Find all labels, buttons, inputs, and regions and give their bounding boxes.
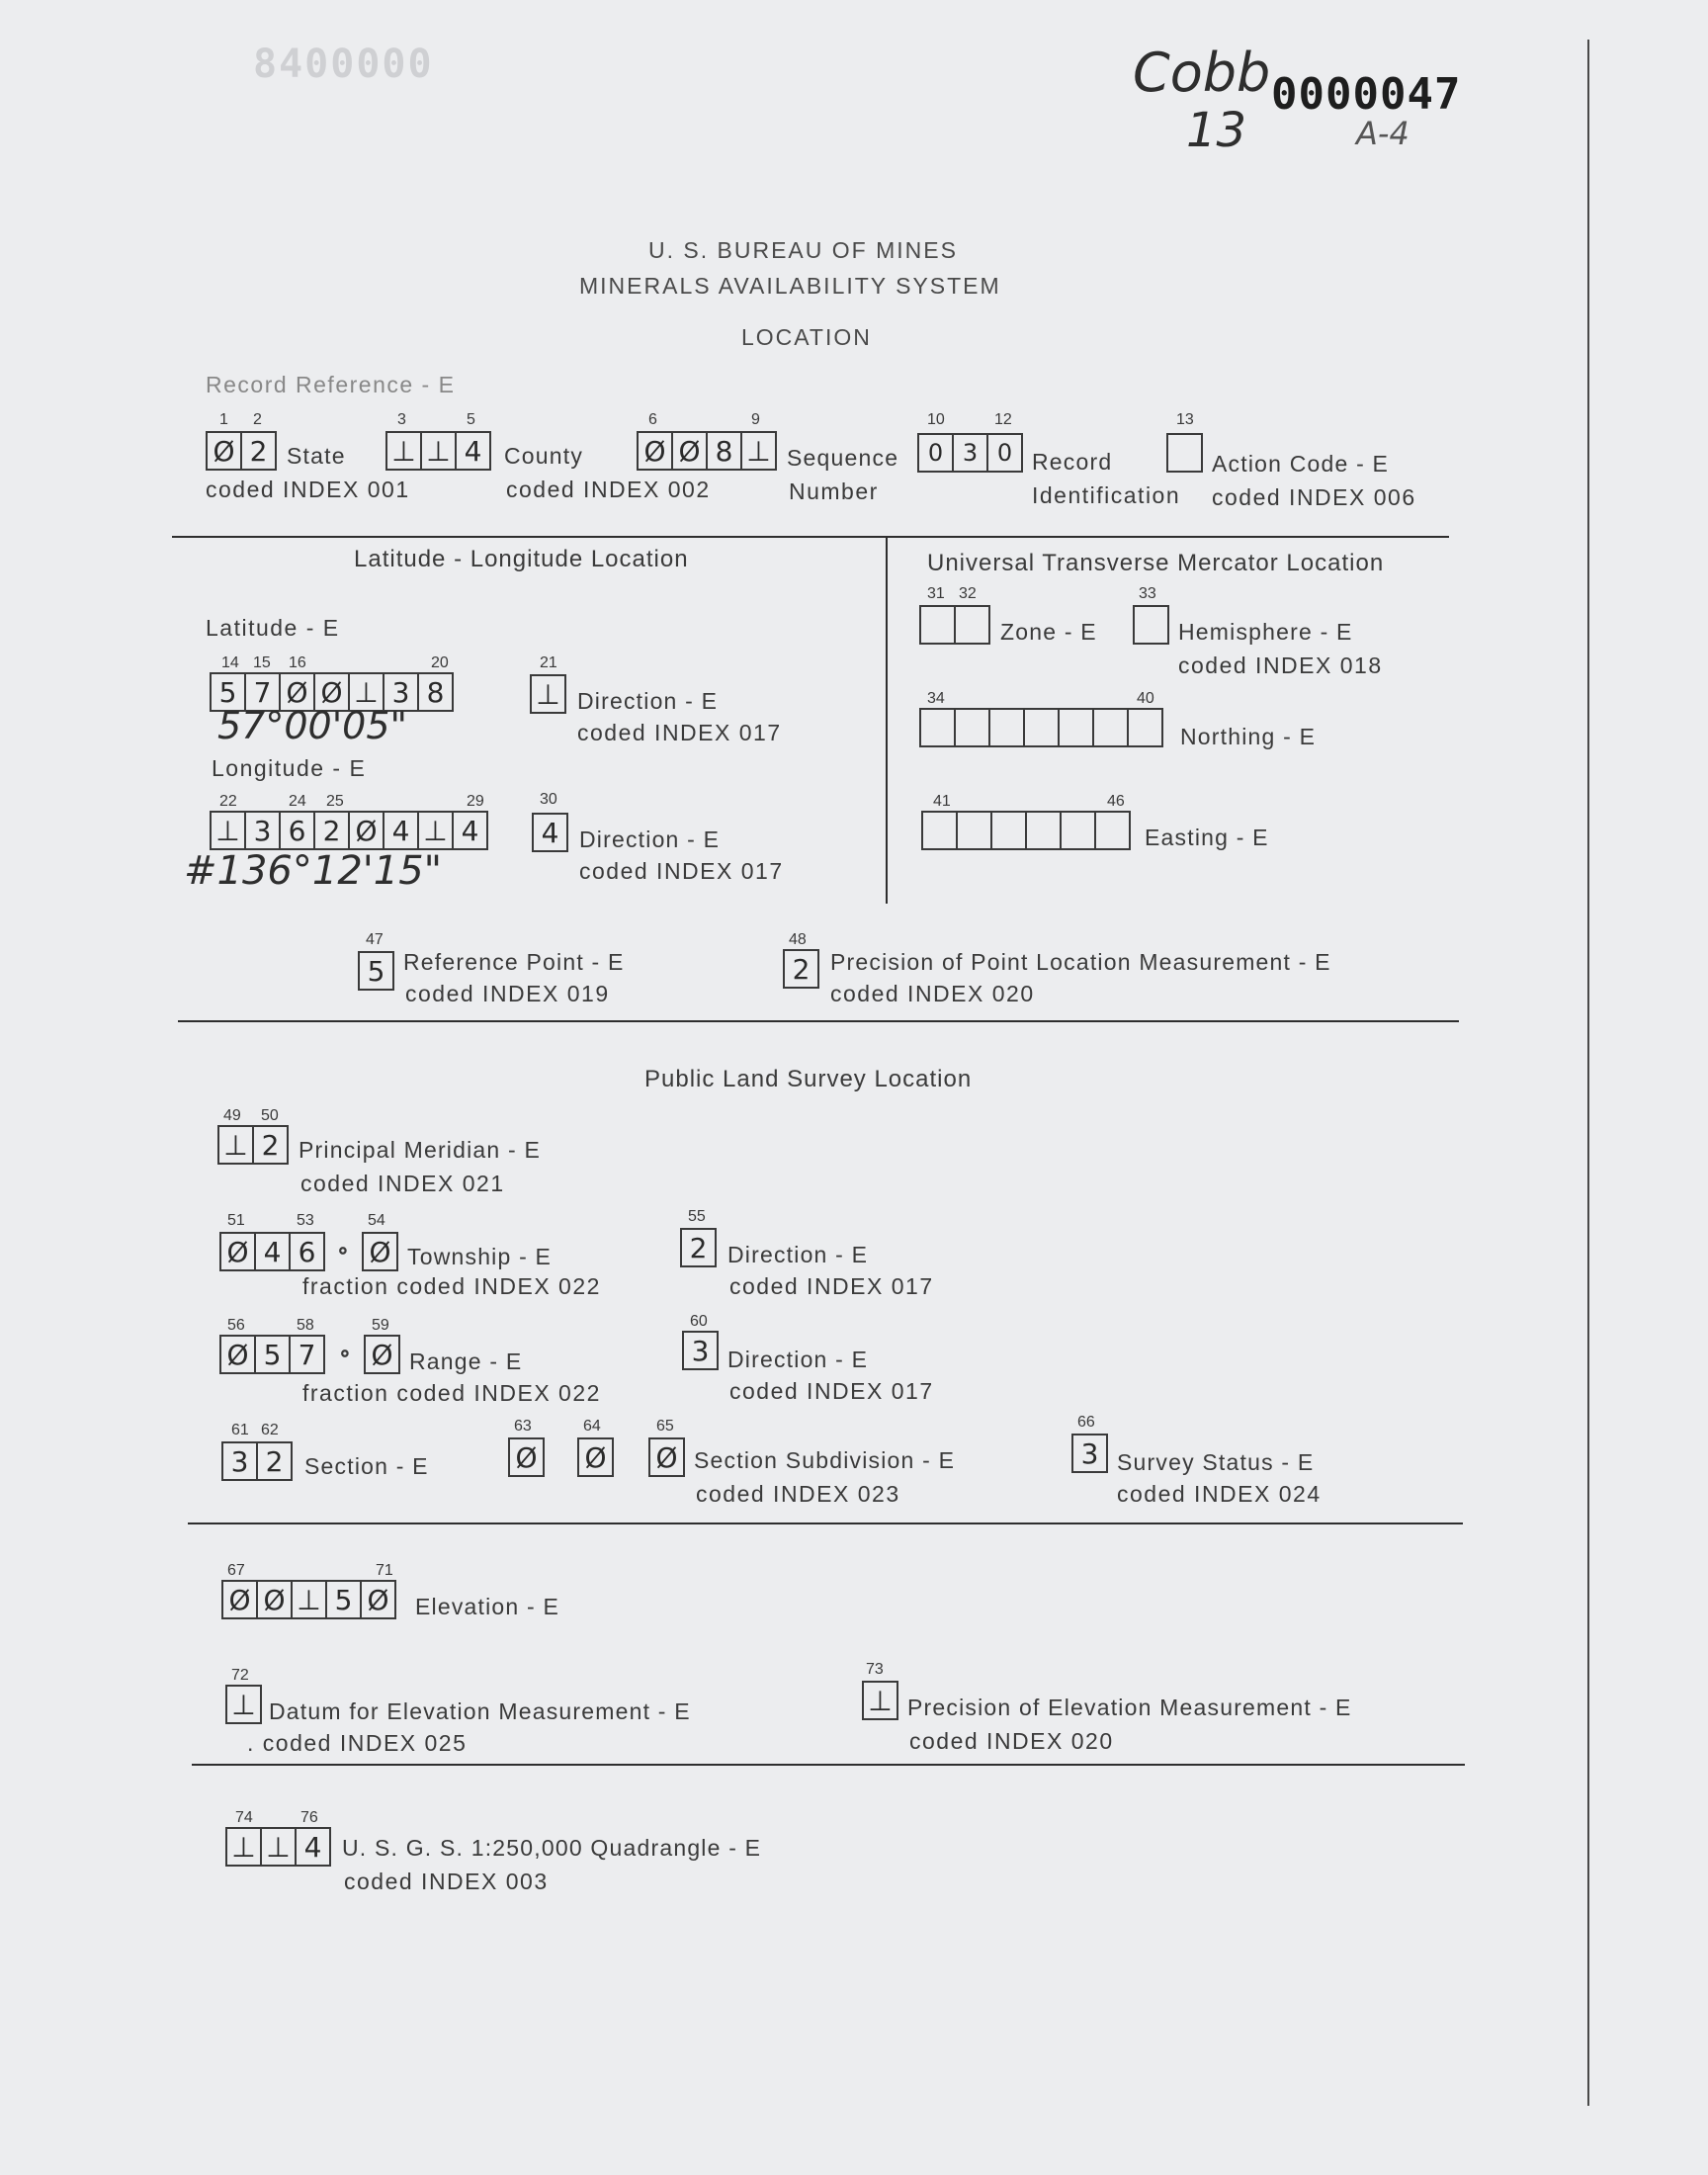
precision-point-box[interactable] bbox=[783, 949, 819, 989]
digit-box[interactable]: 2 bbox=[240, 431, 277, 471]
col-num: 76 bbox=[300, 1809, 318, 1826]
digit-box[interactable]: 3 bbox=[952, 433, 988, 473]
lon-direction-label: Direction - E bbox=[579, 826, 721, 852]
digit-box[interactable]: ⊥ bbox=[417, 811, 454, 850]
longitude-handwritten: #136°12'15" bbox=[184, 848, 443, 894]
meridian-boxes[interactable] bbox=[217, 1125, 289, 1165]
digit-box[interactable]: 4 bbox=[254, 1232, 291, 1271]
digit-box[interactable]: 7 bbox=[244, 672, 281, 712]
record-id-label: Record bbox=[1032, 449, 1113, 475]
digit-box[interactable]: 6 bbox=[279, 811, 315, 850]
digit-box[interactable]: 4 bbox=[383, 811, 419, 850]
action-code-boxes[interactable] bbox=[1166, 433, 1203, 473]
digit-box[interactable]: 2 bbox=[783, 949, 819, 989]
digit-box[interactable]: Ø bbox=[219, 1232, 256, 1271]
latitude-title: Latitude - E bbox=[206, 615, 340, 641]
digit-box[interactable]: ⊥ bbox=[740, 431, 777, 471]
col-num: 30 bbox=[540, 791, 557, 808]
col-num: 56 bbox=[227, 1317, 245, 1334]
lon-direction-sub: coded INDEX 017 bbox=[579, 858, 784, 884]
col-num: 16 bbox=[289, 654, 306, 671]
digit-box[interactable]: Ø bbox=[348, 811, 384, 850]
county-label: County bbox=[504, 443, 584, 469]
digit-box[interactable]: Ø bbox=[648, 1437, 685, 1477]
pls-section-title: Public Land Survey Location bbox=[644, 1066, 973, 1092]
digit-box[interactable]: Ø bbox=[256, 1580, 293, 1619]
col-num: 60 bbox=[690, 1313, 708, 1330]
range-direction-box[interactable] bbox=[682, 1331, 719, 1370]
col-num: 72 bbox=[231, 1667, 249, 1684]
divider-line bbox=[188, 1522, 1463, 1524]
col-num: 46 bbox=[1107, 793, 1125, 810]
hemisphere-label: Hemisphere - E bbox=[1178, 619, 1353, 645]
digit-box[interactable]: Ø bbox=[313, 672, 350, 712]
digit-box[interactable]: 5 bbox=[325, 1580, 362, 1619]
township-boxes[interactable] bbox=[219, 1232, 325, 1271]
digit-box[interactable]: 3 bbox=[682, 1331, 719, 1370]
digit-box[interactable] bbox=[1166, 433, 1203, 473]
digit-box[interactable]: 5 bbox=[254, 1335, 291, 1374]
precision-point-label: Precision of Point Location Measurement - E bbox=[830, 949, 1331, 975]
col-num: 63 bbox=[514, 1418, 532, 1435]
township-direction-sub: coded INDEX 017 bbox=[729, 1273, 934, 1299]
record-reference-title: Record Reference - E bbox=[206, 372, 456, 397]
range-direction-sub: coded INDEX 017 bbox=[729, 1378, 934, 1404]
col-num: 73 bbox=[866, 1661, 884, 1678]
record-id-sub: Identification bbox=[1032, 482, 1181, 508]
digit-box[interactable]: 4 bbox=[455, 431, 491, 471]
header-agency: U. S. BUREAU OF MINES bbox=[648, 237, 958, 263]
hemisphere-box[interactable] bbox=[1133, 605, 1169, 645]
digit-box[interactable]: 8 bbox=[706, 431, 742, 471]
col-num: 10 bbox=[927, 411, 945, 428]
digit-box[interactable]: ⊥ bbox=[260, 1827, 297, 1867]
state-label: State bbox=[287, 443, 346, 469]
digit-box[interactable]: 3 bbox=[383, 672, 419, 712]
ghost-stamp-number: 8400000 bbox=[253, 42, 434, 87]
col-num: 9 bbox=[751, 411, 760, 428]
decimal-dot: ∘ bbox=[336, 1238, 350, 1262]
col-num: 3 bbox=[397, 411, 406, 428]
range-direction-label: Direction - E bbox=[727, 1347, 869, 1372]
digit-box[interactable]: 4 bbox=[452, 811, 488, 850]
col-num: 49 bbox=[223, 1107, 241, 1124]
subdivision-label: Section Subdivision - E bbox=[694, 1447, 956, 1473]
easting-label: Easting - E bbox=[1145, 825, 1269, 850]
col-num: 55 bbox=[688, 1208, 706, 1225]
county-code-boxes[interactable] bbox=[385, 431, 491, 471]
digit-box[interactable]: 0 bbox=[917, 433, 954, 473]
digit-box[interactable]: 3 bbox=[244, 811, 281, 850]
township-direction-box[interactable] bbox=[680, 1228, 717, 1267]
record-id-boxes[interactable] bbox=[917, 433, 1023, 473]
header-system: MINERALS AVAILABILITY SYSTEM bbox=[579, 273, 1001, 299]
lat-direction-box[interactable] bbox=[530, 674, 566, 714]
digit-box[interactable]: Ø bbox=[360, 1580, 396, 1619]
col-num: 53 bbox=[297, 1212, 314, 1229]
elevation-label: Elevation - E bbox=[415, 1594, 559, 1619]
digit-box[interactable]: ⊥ bbox=[225, 1827, 262, 1867]
longitude-boxes[interactable] bbox=[210, 811, 488, 850]
decimal-dot: ∘ bbox=[338, 1341, 352, 1365]
zone-boxes[interactable] bbox=[919, 605, 990, 645]
sequence-sub: Number bbox=[789, 478, 879, 504]
col-num: 67 bbox=[227, 1562, 245, 1579]
meridian-label: Principal Meridian - E bbox=[299, 1137, 541, 1163]
datum-label: Datum for Elevation Measurement - E bbox=[269, 1698, 691, 1724]
col-num: 6 bbox=[648, 411, 657, 428]
col-num: 59 bbox=[372, 1317, 389, 1334]
col-num: 29 bbox=[467, 793, 484, 810]
digit-box[interactable]: Ø bbox=[508, 1437, 545, 1477]
col-num: 62 bbox=[261, 1422, 279, 1438]
col-num: 15 bbox=[253, 654, 271, 671]
section-label: Section - E bbox=[304, 1453, 429, 1479]
col-num: 54 bbox=[368, 1212, 385, 1229]
col-num: 31 bbox=[927, 585, 945, 602]
subdivision-box-2[interactable] bbox=[577, 1437, 614, 1477]
digit-box[interactable] bbox=[1025, 811, 1062, 850]
digit-box[interactable] bbox=[1127, 708, 1163, 747]
right-border-line bbox=[1587, 40, 1589, 2106]
col-num: 24 bbox=[289, 793, 306, 810]
handwritten-number: 13 bbox=[1186, 103, 1247, 158]
digit-box[interactable] bbox=[1023, 708, 1060, 747]
digit-box[interactable]: Ø bbox=[206, 431, 242, 471]
digit-box[interactable] bbox=[1094, 811, 1131, 850]
digit-box[interactable] bbox=[954, 605, 990, 645]
col-num: 48 bbox=[789, 931, 807, 948]
digit-box[interactable]: 8 bbox=[417, 672, 454, 712]
document-number-stamp: 0000047 bbox=[1271, 69, 1462, 120]
digit-box[interactable] bbox=[919, 605, 956, 645]
digit-box[interactable]: ⊥ bbox=[291, 1580, 327, 1619]
quadrangle-sub: coded INDEX 003 bbox=[344, 1869, 549, 1894]
survey-status-label: Survey Status - E bbox=[1117, 1449, 1315, 1475]
subdivision-box-1[interactable] bbox=[508, 1437, 545, 1477]
digit-box[interactable] bbox=[1058, 708, 1094, 747]
action-code-sub: coded INDEX 006 bbox=[1212, 484, 1416, 510]
digit-box[interactable]: Ø bbox=[577, 1437, 614, 1477]
col-num: 34 bbox=[927, 690, 945, 707]
easting-boxes[interactable] bbox=[921, 811, 1131, 850]
digit-box[interactable]: 3 bbox=[221, 1441, 258, 1481]
state-sub: coded INDEX 001 bbox=[206, 477, 410, 502]
lat-direction-sub: coded INDEX 017 bbox=[577, 720, 782, 745]
township-direction-label: Direction - E bbox=[727, 1242, 869, 1267]
col-num: 25 bbox=[326, 793, 344, 810]
elevation-precision-sub: coded INDEX 020 bbox=[909, 1728, 1114, 1754]
handwritten-county: Cobb bbox=[1133, 42, 1271, 104]
digit-box[interactable]: 2 bbox=[680, 1228, 717, 1267]
digit-box[interactable] bbox=[1092, 708, 1129, 747]
quadrangle-label: U. S. G. S. 1:250,000 Quadrangle - E bbox=[342, 1835, 762, 1861]
datum-box[interactable] bbox=[225, 1685, 262, 1724]
range-label: Range - E bbox=[409, 1348, 523, 1374]
digit-box[interactable] bbox=[921, 811, 958, 850]
quadrangle-boxes[interactable] bbox=[225, 1827, 331, 1867]
digit-box[interactable]: Ø bbox=[362, 1232, 398, 1271]
digit-box[interactable] bbox=[954, 708, 990, 747]
digit-box[interactable]: 2 bbox=[313, 811, 350, 850]
range-sub: fraction coded INDEX 022 bbox=[302, 1380, 601, 1406]
col-num: 1 bbox=[219, 411, 228, 428]
digit-box[interactable]: ⊥ bbox=[210, 811, 246, 850]
col-num: 12 bbox=[994, 411, 1012, 428]
col-num: 20 bbox=[431, 654, 449, 671]
handwritten-a4: A-4 bbox=[1356, 115, 1409, 152]
col-num: 2 bbox=[253, 411, 262, 428]
survey-status-box[interactable] bbox=[1071, 1434, 1108, 1473]
sequence-number-boxes[interactable] bbox=[637, 431, 777, 471]
col-num: 71 bbox=[376, 1562, 393, 1579]
digit-box[interactable] bbox=[1133, 605, 1169, 645]
digit-box[interactable]: 2 bbox=[252, 1125, 289, 1165]
northing-label: Northing - E bbox=[1180, 724, 1317, 749]
lon-direction-box[interactable] bbox=[532, 813, 568, 852]
digit-box[interactable]: 5 bbox=[210, 672, 246, 712]
township-label: Township - E bbox=[407, 1244, 553, 1269]
col-num: 61 bbox=[231, 1422, 249, 1438]
col-num: 40 bbox=[1137, 690, 1154, 707]
county-sub: coded INDEX 002 bbox=[506, 477, 711, 502]
section-boxes[interactable] bbox=[221, 1441, 293, 1481]
col-num: 5 bbox=[467, 411, 475, 428]
divider-line bbox=[192, 1764, 1465, 1766]
col-num: 51 bbox=[227, 1212, 245, 1229]
header-form-title: LOCATION bbox=[741, 324, 872, 350]
col-num: 64 bbox=[583, 1418, 601, 1435]
elevation-precision-box[interactable] bbox=[862, 1681, 898, 1720]
digit-box[interactable]: ⊥ bbox=[385, 431, 422, 471]
digit-box[interactable]: 2 bbox=[256, 1441, 293, 1481]
col-num: 65 bbox=[656, 1418, 674, 1435]
subdivision-sub: coded INDEX 023 bbox=[696, 1481, 900, 1507]
digit-box[interactable]: 6 bbox=[289, 1232, 325, 1271]
digit-box[interactable]: 4 bbox=[295, 1827, 331, 1867]
digit-box[interactable]: ⊥ bbox=[217, 1125, 254, 1165]
meridian-sub: coded INDEX 021 bbox=[300, 1171, 505, 1196]
digit-box[interactable]: ⊥ bbox=[348, 672, 384, 712]
reference-point-box[interactable] bbox=[358, 951, 394, 991]
range-boxes[interactable] bbox=[219, 1335, 325, 1374]
divider-line bbox=[178, 1020, 1459, 1022]
zone-label: Zone - E bbox=[1000, 619, 1097, 645]
col-num: 50 bbox=[261, 1107, 279, 1124]
col-num: 14 bbox=[221, 654, 239, 671]
col-num: 58 bbox=[297, 1317, 314, 1334]
digit-box[interactable]: 4 bbox=[532, 813, 568, 852]
digit-box[interactable]: 5 bbox=[358, 951, 394, 991]
state-code-boxes[interactable] bbox=[206, 431, 277, 471]
lat-direction-label: Direction - E bbox=[577, 688, 719, 714]
datum-sub: . coded INDEX 025 bbox=[247, 1730, 468, 1756]
reference-point-sub: coded INDEX 019 bbox=[405, 981, 610, 1006]
elevation-boxes[interactable] bbox=[221, 1580, 396, 1619]
digit-box[interactable]: Ø bbox=[219, 1335, 256, 1374]
digit-box[interactable]: 3 bbox=[1071, 1434, 1108, 1473]
utm-section-title: Universal Transverse Mercator Location bbox=[927, 550, 1385, 576]
digit-box[interactable]: Ø bbox=[637, 431, 673, 471]
col-num: 47 bbox=[366, 931, 384, 948]
reference-point-label: Reference Point - E bbox=[403, 949, 625, 975]
digit-box[interactable] bbox=[990, 811, 1027, 850]
col-num: 22 bbox=[219, 793, 237, 810]
digit-box[interactable] bbox=[1060, 811, 1096, 850]
township-sub: fraction coded INDEX 022 bbox=[302, 1273, 601, 1299]
col-num: 66 bbox=[1077, 1414, 1095, 1431]
digit-box[interactable] bbox=[956, 811, 992, 850]
digit-box[interactable]: ⊥ bbox=[862, 1681, 898, 1720]
subdivision-box-3[interactable] bbox=[648, 1437, 685, 1477]
col-num: 13 bbox=[1176, 411, 1194, 428]
action-code-label: Action Code - E bbox=[1212, 451, 1390, 477]
precision-point-sub: coded INDEX 020 bbox=[830, 981, 1035, 1006]
range-fraction-box[interactable] bbox=[364, 1335, 400, 1374]
divider-line bbox=[172, 536, 1449, 538]
digit-box[interactable]: Ø bbox=[279, 672, 315, 712]
elevation-precision-label: Precision of Elevation Measurement - E bbox=[907, 1695, 1352, 1720]
digit-box[interactable]: ⊥ bbox=[530, 674, 566, 714]
digit-box[interactable]: 0 bbox=[986, 433, 1023, 473]
hemisphere-sub: coded INDEX 018 bbox=[1178, 652, 1383, 678]
digit-box[interactable]: ⊥ bbox=[420, 431, 457, 471]
digit-box[interactable] bbox=[988, 708, 1025, 747]
digit-box[interactable]: Ø bbox=[221, 1580, 258, 1619]
sequence-label: Sequence bbox=[787, 445, 899, 471]
digit-box[interactable]: ⊥ bbox=[225, 1685, 262, 1724]
digit-box[interactable] bbox=[919, 708, 956, 747]
col-num: 21 bbox=[540, 654, 557, 671]
longitude-title: Longitude - E bbox=[212, 755, 367, 781]
digit-box[interactable]: Ø bbox=[364, 1335, 400, 1374]
digit-box[interactable]: Ø bbox=[671, 431, 708, 471]
vertical-divider bbox=[886, 538, 888, 904]
col-num: 33 bbox=[1139, 585, 1156, 602]
township-fraction-box[interactable] bbox=[362, 1232, 398, 1271]
latitude-handwritten: 57°00'05" bbox=[217, 704, 407, 747]
survey-status-sub: coded INDEX 024 bbox=[1117, 1481, 1322, 1507]
latlong-section-title: Latitude - Longitude Location bbox=[354, 546, 689, 572]
col-num: 41 bbox=[933, 793, 951, 810]
col-num: 74 bbox=[235, 1809, 253, 1826]
northing-boxes[interactable] bbox=[919, 708, 1163, 747]
col-num: 32 bbox=[959, 585, 977, 602]
digit-box[interactable]: 7 bbox=[289, 1335, 325, 1374]
